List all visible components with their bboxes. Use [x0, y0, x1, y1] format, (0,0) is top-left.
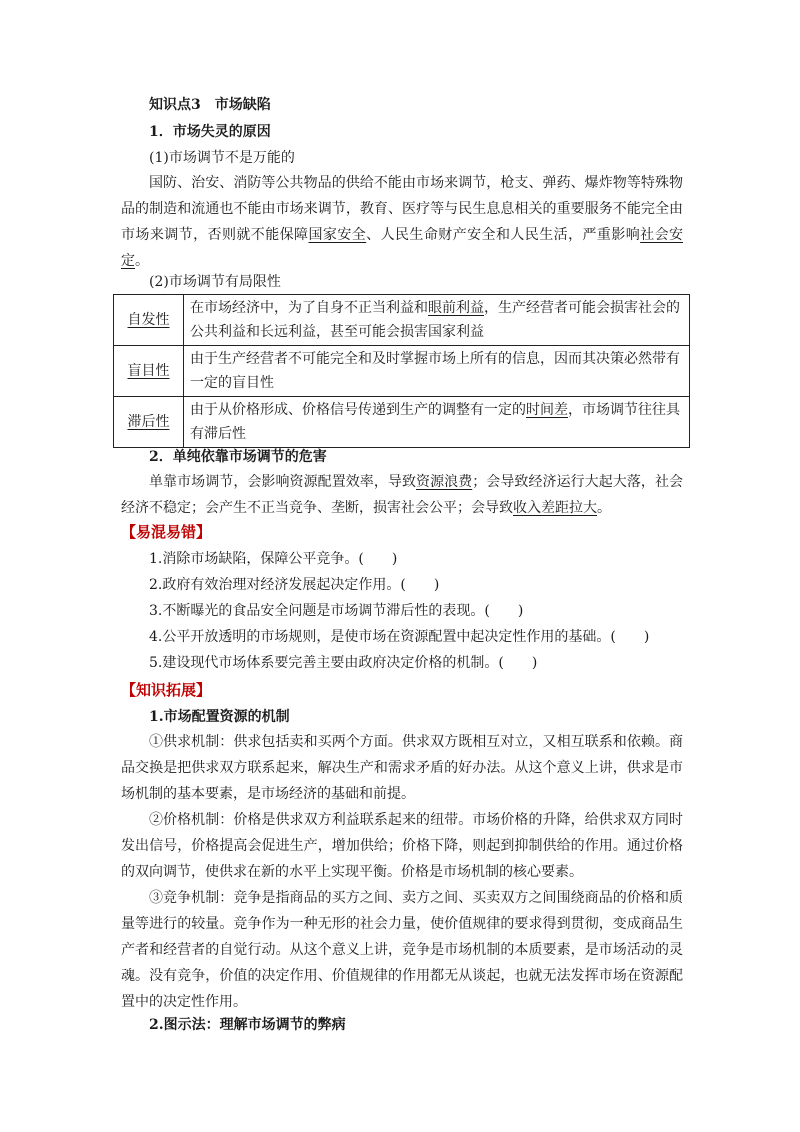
table-cell-key [114, 346, 184, 397]
underlined-term: 时间差 [526, 402, 568, 418]
heading-market-failure-causes: 1．市场失灵的原因 [149, 124, 271, 140]
error-item: 1.消除市场缺陷，保障公平竞争。( ) [149, 551, 398, 567]
paragraph-competition: ③竞争机制：竞争是指商品的买方之间、卖方之间、买卖双方之间围绕商品的价格和质量等进行的较量。竞争作为一种无形的社会力量，使价值规律的要求得到贯彻，变成商品生产者和经营者的自觉行动。从这个意义上讲，竞争是市场机制的本质要素，是市场活动的灵魂。没有竞争，价值的决定作用、价值规律的作用都无从谈起，也就无法发挥市场在资源配置中的决定性作用。 [121, 890, 683, 1010]
heading-harm: 2．单纯依靠市场调节的危害 [149, 449, 327, 465]
paragraph-harm [121, 469, 683, 521]
text: 国防、治安、消防等公共物品的供给不能由市场来调节，枪支、弹药、爆炸物等特殊物品的制造和流通也不能由市场来调节，教育、医疗等与民生息息相关的重要服务不能完全由市场来调节，否则就不能保障 [121, 175, 683, 243]
error-item: 5.建设现代市场体系要完善主要由政府决定价格的机制。( ) [149, 655, 538, 671]
table-cell-desc [184, 295, 690, 346]
text: ，市场调节往往具有滞后性 [190, 402, 680, 442]
paragraph-public-goods [121, 170, 683, 274]
underlined-term: 收入差距拉大 [513, 500, 597, 516]
error-item: 4.公平开放透明的市场规则，是使市场在资源配置中起决定性作用的基础。( ) [149, 629, 650, 645]
text: ，生产经营者可能会损害社会的公共利益和长远利益，甚至可能会损害国家利益 [190, 300, 680, 340]
extension-heading: 【知识拓展】 [121, 681, 212, 699]
paragraph-supply-demand: ①供求机制：供求包括卖和买两个方面。供求双方既相互对立，又相互联系和依赖。商品交换是把供求双方联系起来，解决生产和需求矛盾的好办法。从这个意义上讲，供求是市场机制的基本要素，是市场经济的基础和前提。 [121, 734, 683, 802]
error-item: 2.政府有效治理对经济发展起决定作用。( ) [149, 577, 440, 593]
feature-name: 自发性 [127, 312, 170, 328]
underlined-term: 国家安全 [308, 227, 367, 243]
text: 由于从价格形成、价格信号传递到生产的调整有一定的 [190, 402, 526, 418]
text: 。 [135, 253, 149, 269]
text: 、人民生命财产安全和人民生活，严重影响 [366, 227, 641, 243]
feature-name: 滞后性 [127, 414, 170, 430]
error-item: 3.不断曝光的食品安全问题是市场调节滞后性的表现。( ) [149, 603, 524, 619]
paragraph-price: ②价格机制：价格是供求双方利益联系起来的纽带。市场价格的升降，给供求双方同时发出信号，价格提高会促进生产，增加供给；价格下降，则起到抑制供给的作用。通过价格的双向调节，使供求在新的水平上实现平衡。价格是市场机制的核心要素。 [121, 812, 683, 880]
table-row [114, 346, 690, 397]
subheading-diagram-method: 2.图示法：理解市场调节的弊病 [149, 1017, 346, 1033]
text: 单靠市场调节，会影响资源配置效率，导致 [149, 474, 417, 490]
text: 在市场经济中，为了自身不正当利益和 [190, 300, 428, 316]
table-row [114, 397, 690, 448]
limitations-table [113, 294, 690, 448]
underlined-term: 社会安定 [121, 227, 684, 269]
table-cell-key [114, 295, 184, 346]
subheading-limitations: (2)市场调节有局限性 [149, 274, 281, 290]
text: ；会导致经济运行大起大落，社会经济不稳定；会产生不正当竞争、垄断，损害社会公平；会导致 [121, 474, 684, 516]
feature-name: 盲目性 [127, 363, 170, 379]
table-cell-desc [184, 346, 690, 397]
underlined-term: 资源浪费 [416, 474, 473, 490]
subheading-not-omnipotent: (1)市场调节不是万能的 [149, 150, 295, 166]
text: 。 [597, 500, 611, 516]
knowledge-point-title: 知识点3 市场缺陷 [149, 97, 271, 113]
table-row [114, 295, 690, 346]
table-cell-key [114, 397, 184, 448]
table-cell-desc [184, 397, 690, 448]
text: 由于生产经营者不可能完全和及时掌握市场上所有的信息，因而其决策必然带有一定的盲目性 [190, 351, 680, 391]
subheading-mechanism: 1.市场配置资源的机制 [149, 709, 290, 725]
errors-heading: 【易混易错】 [121, 523, 212, 541]
underlined-term: 眼前利益 [428, 300, 484, 316]
